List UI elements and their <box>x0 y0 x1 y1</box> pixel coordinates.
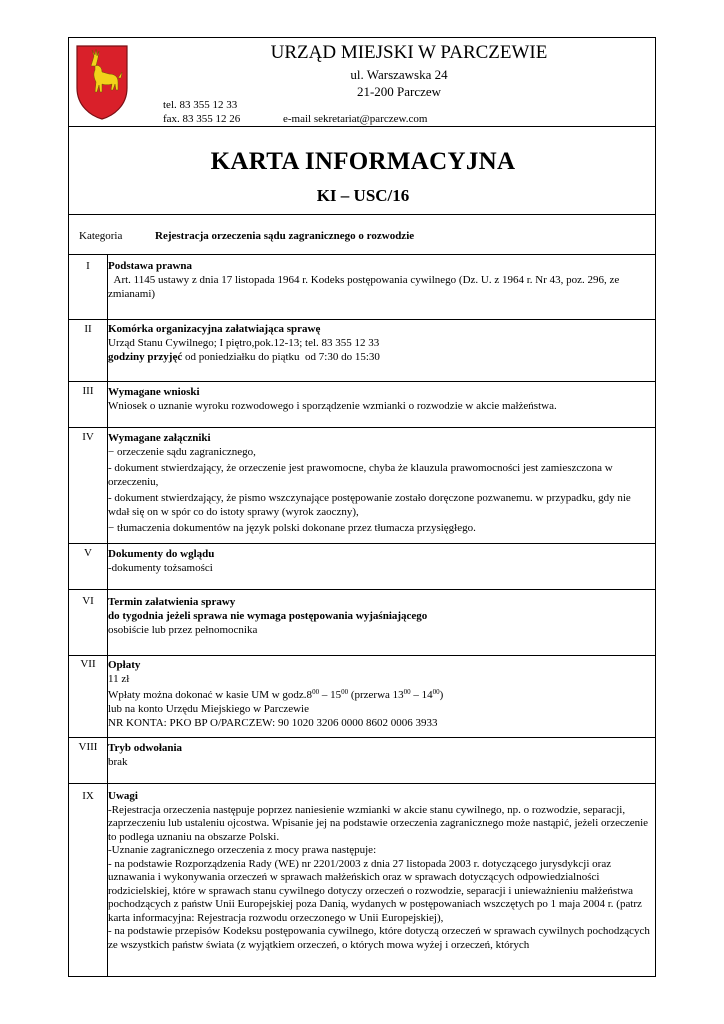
section-heading: Wymagane załączniki <box>108 432 211 444</box>
list-item: - dokument stwierdzający, że orzeczenie jest prawomocne, chyba że klauzula prawomocności jest zamieszczona w orzeczeniu, <box>108 462 613 488</box>
section-required-attachments <box>108 431 654 535</box>
section-documents-to-show <box>108 547 654 575</box>
divider <box>69 214 655 215</box>
section-text: osobiście lub przez pełnomocnika <box>108 624 258 636</box>
office-name: URZĄD MIEJSKI W PARCZEWIE <box>270 42 548 63</box>
section-number: I <box>86 260 90 272</box>
section-text: Art. 1145 ustawy z dnia 17 listopada 1964 r. Kodeks postępowania cywilnego (Dz. U. z 1964 r. Nr 43, poz. 296, ze zmianami) <box>108 274 623 300</box>
section-number: III <box>82 385 94 397</box>
hours-text: od poniedziałku do piątku od 7:30 do 15:30 <box>182 351 380 363</box>
payment-hours: Wpłaty można dokonać w kasie UM w $godz.8^{00} - 15^{00}$ (przerwa $13^{00} - 14^{00}$) <box>108 688 444 701</box>
section-heading: Opłaty <box>108 659 141 671</box>
section-text: brak <box>108 756 128 768</box>
office-postal: 21-200 Parczew <box>356 84 442 99</box>
office-fax: fax. 83 355 12 26 <box>163 113 241 125</box>
section-notes <box>108 790 654 952</box>
section-heading: Termin załatwienia sprawy <box>108 596 236 608</box>
bank-account: NR KONTA: PKO BP O/PARCZEW: 90 1020 3206 0000 8602 0006 3933 <box>108 717 438 729</box>
list-item: - na podstawie przepisów Kodeksu postępowania cywilnego, które dotyczą orzeczeń w sprawach cywilnych pochodzących ze wszystkich państw świata (z wyjątkiem orzeczeń, o których mowa wyżej i orzeczeń, których <box>108 925 650 951</box>
section-processing-time <box>108 595 654 637</box>
hours-label: godziny przyjęć <box>108 351 183 363</box>
section-text: lub na konto Urzędu Miejskiego w Parczewie <box>108 703 309 715</box>
document-title: KARTA INFORMACYJNA <box>210 148 516 175</box>
section-required-applications <box>108 385 654 413</box>
list-item: - dokument stwierdzający, że pismo wszczynające postępowanie zostało doręczone pozwanemu. w przypadku, gdy nie wdał się on w spór co do istoty sprawy (wyrok zaoczny), <box>108 492 631 518</box>
section-heading: Tryb odwołania <box>108 742 183 754</box>
office-email: e-mail sekretariat@parczew.com <box>283 113 428 125</box>
fee-amount: 11 zł <box>108 673 130 685</box>
section-number: V <box>84 547 92 559</box>
category-value: Rejestracja orzeczenia sądu zagranicznego o rozwodzie <box>155 230 415 242</box>
section-text: Urząd Stanu Cywilnego; I piętro,pok.12-13; tel. 83 355 12 33 <box>108 337 380 349</box>
list-item: − orzeczenie sądu zagranicznego, <box>108 446 256 458</box>
city-coat-of-arms-icon <box>75 44 129 120</box>
section-number: VII <box>80 658 96 670</box>
section-text: Wniosek o uznanie wyroku rozwodowego i sporządzenie wzmianki o rozwodzie w akcie małżeństwa. <box>108 400 557 412</box>
info-card <box>68 37 656 977</box>
document-code: KI – USC/16 <box>316 186 410 205</box>
section-legal-basis <box>108 259 654 301</box>
section-number: VIII <box>78 741 98 753</box>
processing-time-value: do tygodnia jeżeli sprawa nie wymaga postępowania wyjaśniającego <box>108 610 428 622</box>
office-hours <box>108 350 654 364</box>
list-item: -Rejestracja orzeczenia następuje poprzez naniesienie wzmianki w akcie stanu cywilnego, np. o rozwodzie, separacji, zaprzeczeniu lub ustaleniu ojcostwa. Wpisanie jej na podstawie orzeczenia zagranicznego może nastąpić, jeżeli orzeczenie to podlega uznaniu na obszarze Polski. <box>108 803 649 843</box>
section-heading: Podstawa prawna <box>108 260 193 272</box>
section-fees <box>108 658 654 730</box>
list-item: -Uznanie zagranicznego orzeczenia z mocy prawa następuje: <box>108 844 377 856</box>
section-number: IV <box>82 431 94 443</box>
list-item: − tłumaczenia dokumentów na język polski dokonane przez tłumacza przysięgłego. <box>108 522 476 534</box>
section-department <box>108 322 654 364</box>
office-tel: tel. 83 355 12 33 <box>163 99 238 111</box>
section-heading: Uwagi <box>108 790 138 802</box>
section-number: VI <box>82 595 94 607</box>
section-appeal-mode <box>108 741 654 769</box>
office-street: ul. Warszawska 24 <box>350 67 448 82</box>
section-heading: Komórka organizacyjna załatwiająca sprawę <box>108 323 321 335</box>
list-item: - na podstawie Rozporządzenia Rady (WE) nr 2201/2003 z dnia 27 listopada 2003 r. dotyczącego jurysdykcji oraz uznawania i wykonywania orzeczeń w sprawach małżeńskich oraz w sprawach dotyczących odpowiedzialności rodzicielskiej, które w sprawach stanu cywilnego dotyczy orzeczeń o rozwodzie, separacji i unieważnieniu małżeństwa pochodzących z państw Unii Europejskiej poza Danią, wydanych w postępowaniach wszczętych po 1 maja 2004 r. (patrz karta informacyjna: Rejestracja rozwodu orzeczonego w Unii Europejskiej), <box>108 857 642 924</box>
divider <box>69 126 655 127</box>
section-number: IX <box>82 790 94 802</box>
section-heading: Dokumenty do wglądu <box>108 548 215 560</box>
section-text: -dokumenty tożsamości <box>108 562 213 574</box>
divider <box>69 254 655 255</box>
section-number: II <box>84 323 92 335</box>
category-label: Kategoria <box>79 230 123 242</box>
section-heading: Wymagane wnioski <box>108 386 200 398</box>
